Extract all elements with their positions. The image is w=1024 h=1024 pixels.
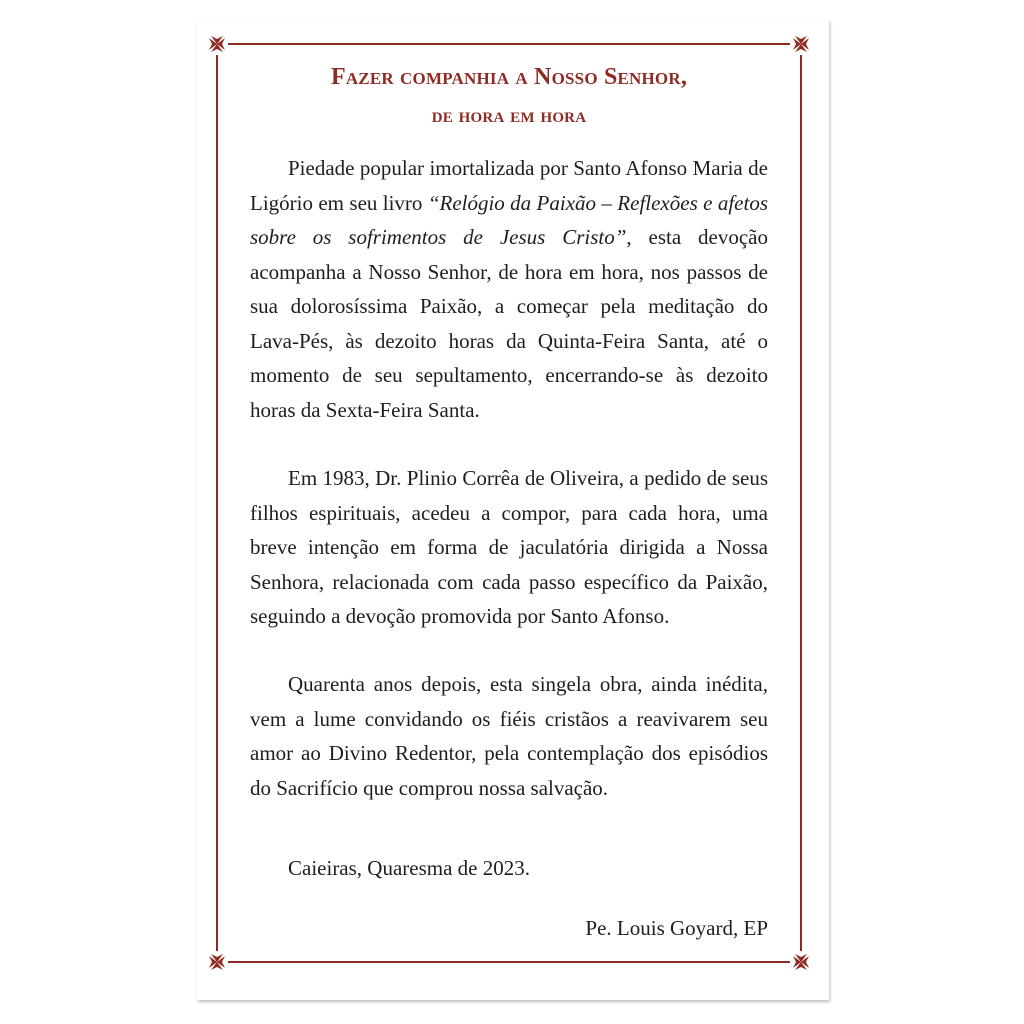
paragraph-history-text: Em 1983, Dr. Plinio Corrêa de Oliveira, a pedido de seus filhos espirituais, acedeu a compor, para cada hora, uma breve intenção em forma de jaculatória dirigida a Nossa Senhora, relacionada com cada passo específico da Paixão, seguindo a devoção promovida por Santo Afonso.	[250, 466, 768, 628]
paragraph-intro-text-b: , esta devoção acompanha a Nosso Senhor, de hora em hora, nos passos de sua dolorosíssima Paixão, a começar pela meditação do Lava-Pés, às dezoito horas da Quinta-Feira Santa, até o momento de seu sepultamento, encerrando-se às dezoito horas da Sexta-Feira Santa.	[250, 225, 768, 422]
paragraph-history	[250, 461, 768, 634]
frame-left-border	[216, 55, 218, 951]
frame-top-border	[228, 43, 790, 45]
page-subtitle: de hora em hora	[431, 102, 587, 127]
page-title: Fazer companhia a Nosso Senhor,	[330, 64, 688, 90]
book-title: “Relógio da Paixão – Reflexões e afetos sobre os sofrimentos de Jesus Cristo”	[250, 190, 768, 249]
maltese-cross-icon	[792, 953, 810, 971]
paragraph-intro-text-a: Piedade popular imortalizada por Santo Afonso Maria de Ligório em seu livro	[250, 156, 768, 215]
maltese-cross-icon	[208, 953, 226, 971]
signature: Pe. Louis Goyard, EP	[585, 916, 768, 940]
frame-right-border	[800, 55, 802, 951]
paragraph-purpose-text: Quarenta anos depois, esta singela obra, ainda inédita, vem a lume convidando os fiéis cristãos a reavivarem seu amor ao Divino Redentor, pela contemplação dos episódios do Sacrifício que comprou nossa salvação.	[250, 672, 768, 800]
place-date: Caieiras, Quaresma de 2023.	[288, 856, 531, 880]
paragraph-purpose	[250, 667, 768, 805]
paragraph-intro	[250, 151, 768, 427]
frame-bottom-border	[228, 961, 790, 963]
maltese-cross-icon	[208, 35, 226, 53]
maltese-cross-icon	[792, 35, 810, 53]
